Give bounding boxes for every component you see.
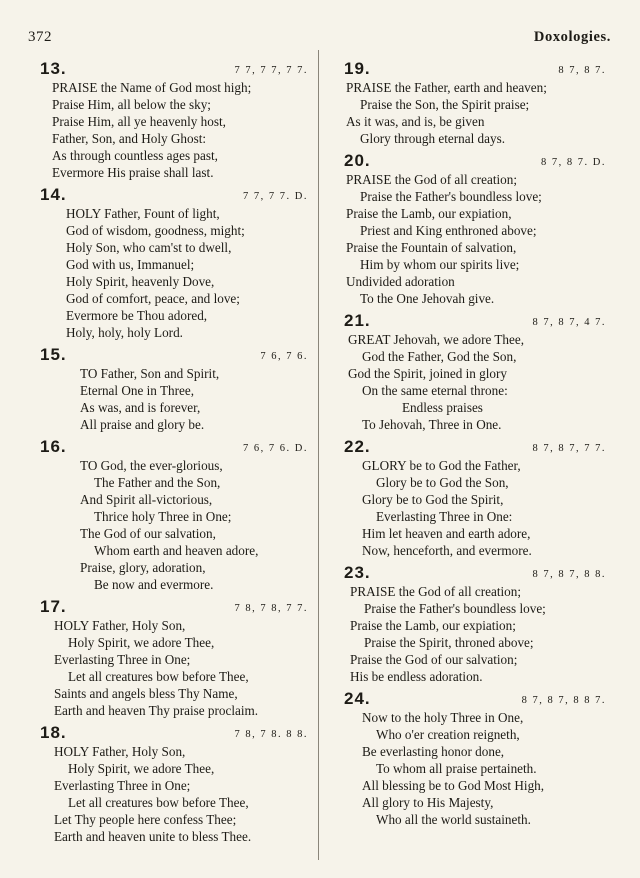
page-header — [0, 0, 640, 60]
verse-line: GLORY be to God the Father, — [362, 458, 521, 473]
verse-line: God with us, Immanuel; — [66, 257, 195, 272]
verse-line: Everlasting Three in One: — [376, 509, 513, 524]
hymn-meter: 7 7, 7 7, 7 7. — [234, 65, 308, 76]
verse-line: TO Father, Son and Spirit, — [80, 366, 220, 381]
verse-line: Everlasting Three in One; — [54, 778, 191, 793]
hymn-meter: 7 8, 7 8, 7 7. — [234, 603, 308, 614]
hymn-block — [30, 722, 310, 845]
verse-line: All blessing be to God Most High, — [362, 778, 545, 793]
hymn-block — [334, 562, 608, 685]
verse-line: God of wisdom, goodness, might; — [66, 223, 245, 238]
verse-line: HOLY Father, Holy Son, — [54, 744, 186, 759]
verse-line: God the Spirit, joined in glory — [348, 366, 507, 381]
hymn-block — [334, 310, 608, 433]
verse-line: Be everlasting honor done, — [362, 744, 505, 759]
hymn-heading — [334, 150, 608, 171]
verse-line: God the Father, God the Son, — [362, 349, 517, 364]
hymn-number: 16. — [40, 437, 67, 456]
hymn-meter: 8 7, 8 7, 8 8. — [532, 569, 606, 580]
hymn-number: 22. — [344, 437, 371, 456]
verse-line: Him by whom our spirits live; — [360, 257, 520, 272]
verse-line: His be endless adoration. — [350, 669, 483, 684]
left-column — [30, 58, 310, 848]
verse-line: Father, Son, and Holy Ghost: — [52, 131, 207, 146]
hymn-heading — [334, 436, 608, 457]
verse-line: Thrice holy Three in One; — [94, 509, 232, 524]
verse-line: Who o'er creation reigneth, — [376, 727, 520, 742]
verse-line: HOLY Father, Fount of light, — [66, 206, 220, 221]
hymn-heading — [334, 562, 608, 583]
verse-line: Praise the Spirit, throned above; — [364, 635, 534, 650]
verse-line: Now, henceforth, and evermore. — [362, 543, 532, 558]
verse-line: To Jehovah, Three in One. — [362, 417, 502, 432]
verse-line: Glory be to God the Spirit, — [362, 492, 504, 507]
verse-line: Everlasting Three in One; — [54, 652, 191, 667]
verse-line: Who all the world sustaineth. — [376, 812, 531, 827]
hymn-heading — [30, 722, 310, 743]
hymn-block — [30, 436, 310, 593]
verse-line: Praise Him, all ye heavenly host, — [52, 114, 226, 129]
verse-line: To the One Jehovah give. — [360, 291, 495, 306]
right-column — [334, 58, 608, 831]
verse-line: Praise the God of our salvation; — [350, 652, 518, 667]
verse-line: TO God, the ever-glorious, — [80, 458, 223, 473]
verse-line: Praise the Lamb, our expiation, — [346, 206, 512, 221]
hymn-meter: 8 7, 8 7. D. — [541, 157, 606, 168]
verse-line: As was, and is forever, — [80, 400, 201, 415]
verse-line: The Father and the Son, — [94, 475, 221, 490]
verse-line: The God of our salvation, — [80, 526, 216, 541]
hymn-heading — [334, 58, 608, 79]
verse-line: Praise Him, all below the sky; — [52, 97, 211, 112]
verse-line: Undivided adoration — [346, 274, 455, 289]
verse-line: Praise the Father's boundless love; — [364, 601, 546, 616]
verse-line: HOLY Father, Holy Son, — [54, 618, 186, 633]
verse-line: Now to the holy Three in One, — [362, 710, 524, 725]
hymn-meter: 8 7, 8 7, 8 8 7. — [521, 695, 606, 706]
verse-line: Praise the Lamb, our expiation; — [350, 618, 516, 633]
verse-line: Let Thy people here confess Thee; — [54, 812, 237, 827]
verse-line: Evermore be Thou adored, — [66, 308, 208, 323]
hymn-meter: 7 7, 7 7. D. — [243, 191, 308, 202]
hymn-block — [30, 344, 310, 433]
hymn-number: 24. — [344, 689, 371, 708]
running-title: Doxologies. — [533, 29, 611, 45]
hymn-heading — [30, 436, 310, 457]
hymn-heading — [334, 310, 608, 331]
verse-line: Priest and King enthroned above; — [360, 223, 537, 238]
verse-line: Evermore His praise shall last. — [52, 165, 214, 180]
verse-line: Earth and heaven unite to bless Thee. — [54, 829, 252, 844]
hymn-number: 18. — [40, 723, 67, 742]
hymn-heading — [30, 344, 310, 365]
verse-line: Glory through eternal days. — [360, 131, 506, 146]
verse-line: Whom earth and heaven adore, — [94, 543, 259, 558]
hymn-number: 14. — [40, 185, 67, 204]
hymn-meter: 8 7, 8 7. — [558, 65, 606, 76]
verse-line: Praise the Son, the Spirit praise; — [360, 97, 530, 112]
hymn-number: 20. — [344, 151, 371, 170]
hymn-block — [334, 436, 608, 559]
verse-line: GREAT Jehovah, we adore Thee, — [348, 332, 525, 347]
hymn-number: 15. — [40, 345, 67, 364]
verse-line: Holy Spirit, we adore Thee, — [68, 635, 215, 650]
hymn-heading — [30, 596, 310, 617]
verse-line: As through countless ages past, — [52, 148, 218, 163]
hymn-meter: 7 8, 7 8. 8 8. — [234, 729, 308, 740]
verse-line: To whom all praise pertaineth. — [376, 761, 537, 776]
verse-line: Praise the Father's boundless love; — [360, 189, 542, 204]
hymn-number: 13. — [40, 59, 67, 78]
verse-line: Him let heaven and earth adore, — [362, 526, 531, 541]
verse-line: Holy, holy, holy Lord. — [66, 325, 183, 340]
hymn-number: 17. — [40, 597, 67, 616]
verse-line: Holy Son, who cam'st to dwell, — [66, 240, 232, 255]
page-number: 372 — [28, 29, 52, 45]
verse-line: Saints and angels bless Thy Name, — [54, 686, 238, 701]
verse-line: Let all creatures bow before Thee, — [68, 795, 249, 810]
hymn-block — [30, 184, 310, 341]
verse-line: PRAISE the Name of God most high; — [52, 80, 252, 95]
verse-line: PRAISE the God of all creation; — [346, 172, 518, 187]
verse-line: Praise, glory, adoration, — [80, 560, 206, 575]
verse-line: Praise the Fountain of salvation, — [346, 240, 517, 255]
hymn-meter: 7 6, 7 6. D. — [243, 443, 308, 454]
hymn-block — [30, 58, 310, 181]
hymn-heading — [30, 184, 310, 205]
verse-line: As it was, and is, be given — [346, 114, 485, 129]
hymn-meter: 7 6, 7 6. — [260, 351, 308, 362]
verse-line: Holy Spirit, we adore Thee, — [68, 761, 215, 776]
verse-line: Eternal One in Three, — [80, 383, 194, 398]
hymn-heading — [334, 688, 608, 709]
hymn-block — [334, 688, 608, 828]
hymn-number: 19. — [344, 59, 371, 78]
verse-line: Earth and heaven Thy praise proclaim. — [54, 703, 259, 718]
hymn-block — [334, 58, 608, 147]
hymn-block — [30, 596, 310, 719]
verse-line: God of comfort, peace, and love; — [66, 291, 240, 306]
verse-line: PRAISE the Father, earth and heaven; — [346, 80, 547, 95]
verse-line: All praise and glory be. — [80, 417, 205, 432]
verse-line: Holy Spirit, heavenly Dove, — [66, 274, 215, 289]
hymn-meter: 8 7, 8 7, 7 7. — [532, 443, 606, 454]
verse-line: And Spirit all-victorious, — [80, 492, 213, 507]
hymn-number: 23. — [344, 563, 371, 582]
verse-line: Endless praises — [402, 400, 483, 415]
verse-line: Glory be to God the Son, — [376, 475, 509, 490]
verse-line: PRAISE the God of all creation; — [350, 584, 522, 599]
verse-line: On the same eternal throne: — [362, 383, 508, 398]
verse-line: All glory to His Majesty, — [362, 795, 494, 810]
hymn-heading — [30, 58, 310, 79]
hymn-meter: 8 7, 8 7, 4 7. — [532, 317, 606, 328]
verse-line: Let all creatures bow before Thee, — [68, 669, 249, 684]
hymn-number: 21. — [344, 311, 371, 330]
hymn-block — [334, 150, 608, 307]
column-divider — [318, 50, 319, 860]
verse-line: Be now and evermore. — [94, 577, 214, 592]
